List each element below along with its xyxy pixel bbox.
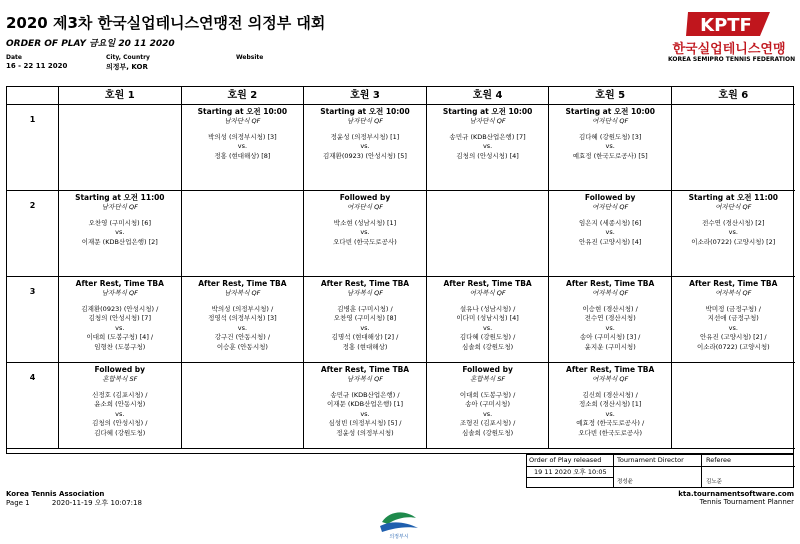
footer-left (6, 490, 142, 508)
court-header: 호원 4 (427, 87, 550, 105)
match-event: 남자단식 QF (224, 117, 261, 125)
footer-timestamp: 2020-11-19 오후 10:07:18 (51, 499, 142, 507)
referee-label: Referee (706, 456, 732, 464)
match-event: 혼합복식 SF (102, 375, 138, 383)
match-event: 남자복식 QF (224, 289, 261, 297)
city-value: 의정부, KOR (106, 63, 148, 71)
player-name: 예효정 (한국도로공사) / (576, 419, 645, 427)
match-time-heading: Starting at 오전 11:00 (688, 193, 779, 202)
match-event: 혼합복식 SF (470, 375, 506, 383)
footer-right (678, 490, 794, 506)
match-cell (427, 363, 550, 449)
referee-name: 김노준 (706, 479, 722, 485)
player-name: 김명석 (현대해상) [2] / (331, 333, 399, 341)
match-time-heading: After Rest, Time TBA (443, 279, 532, 288)
match-event: 남자복식 QF (346, 289, 383, 297)
versus-label: vs. (360, 142, 370, 150)
player-name: 이승훈 (안동시청) (216, 342, 268, 351)
match-cell (304, 105, 427, 191)
player-name: 이재문 (KDB산업은행) [1] (326, 400, 404, 408)
player-name: 송민규 (KDB산업은행) / (330, 390, 400, 399)
player-name: 정영석 (의정부시청) [3] (208, 314, 277, 322)
match-event: 여자단식 QF (592, 203, 629, 211)
player-name: 정소희 (경산시청) [1] (579, 400, 642, 408)
player-name: 오다빈 (한국도로공사) (333, 237, 397, 246)
row-number: 2 (7, 191, 59, 277)
match-time-heading: Starting at 오전 11:00 (75, 193, 165, 202)
player-name: 김청의 (안성시청) / (92, 419, 148, 427)
header-corner (7, 87, 59, 105)
match-time-heading: Starting at 오전 10:00 (320, 107, 410, 116)
player-name: 이소라(0722) (고양시청) [2] (691, 237, 776, 246)
court-header: 호원 2 (182, 87, 305, 105)
federation-name-ko: 한국실업테니스연맹 (672, 42, 786, 57)
match-cell (304, 277, 427, 363)
versus-label: vs. (605, 228, 615, 236)
player-name: 조형진 (김포시청) / (459, 419, 516, 427)
player-name: 전수연 (경산시청) [2] (702, 218, 765, 227)
player-name: 이소라(0722) (고양시청) (696, 342, 770, 351)
match-cell (59, 191, 182, 277)
player-name: 임은지 (세종시청) [6] (579, 218, 642, 227)
city-emblem-text: 의정부시 (389, 534, 409, 540)
player-name: 김청의 (안성시청) [4] (456, 151, 519, 160)
match-cell (304, 191, 427, 277)
order-of-play-grid (6, 86, 794, 454)
match-cell (672, 363, 795, 449)
player-name: 박의성 (의정부시청) [3] (208, 132, 277, 141)
match-cell (549, 105, 672, 191)
match-cell (304, 363, 427, 449)
player-name: 심솔희 (강원도청) (462, 428, 514, 437)
versus-label: vs. (605, 323, 615, 332)
player-name: 신정호 (김포시청) / (92, 390, 148, 399)
player-name: 송민규 (KDB산업은행) [7] (449, 132, 526, 141)
player-name: 박의성 (의정부시청) / (211, 304, 274, 313)
match-cell (672, 191, 795, 277)
match-event: 남자단식 QF (346, 117, 383, 125)
player-name: 지선애 (금정구청) (707, 314, 759, 322)
city-label: City, Country (106, 54, 150, 61)
release-value: 19 11 2020 오후 10:05 (534, 468, 607, 476)
player-name: 이대희 (도봉구청) / (459, 390, 516, 399)
player-name: 이승현 (경산시청) / (582, 304, 638, 313)
player-name: 송아 (구미시청) [3] / (580, 333, 641, 341)
player-name: 설유나 (성남시청) / (459, 304, 516, 313)
kptf-logo (668, 12, 796, 68)
match-event: 남자단식 QF (101, 203, 138, 211)
player-name: 김다혜 (강원도청) / (459, 333, 516, 341)
city-emblem-icon (376, 508, 422, 540)
kptf-logo-mark (686, 12, 772, 36)
match-cell (549, 363, 672, 449)
player-name: 정홍 (현대해상) (342, 342, 388, 351)
row-number: 3 (7, 277, 59, 363)
date-label: Date (6, 54, 22, 61)
match-time-heading: After Rest, Time TBA (320, 279, 410, 288)
federation-name-en: KOREA SEMIPRO TENNIS FEDERATION (668, 56, 796, 63)
match-cell (182, 105, 305, 191)
versus-label: vs. (605, 409, 615, 418)
player-name: 김다혜 (강원도청) [3] (579, 132, 642, 141)
match-cell (182, 363, 305, 449)
match-time-heading: After Rest, Time TBA (566, 279, 655, 288)
match-time-heading: Starting at 오전 10:00 (442, 107, 533, 116)
player-name: 심성빈 (의정부시청) [5] / (328, 419, 402, 427)
player-name: 김재환(0923) (안성시청) [5] (322, 151, 407, 160)
player-name: 정홍 (현대해상) [8] (214, 151, 271, 160)
release-label: Order of Play released (529, 456, 602, 464)
versus-label: vs. (482, 142, 493, 150)
match-time-heading: Followed by (339, 193, 391, 202)
court-header: 호원 6 (672, 87, 795, 105)
player-name: 이대희 (도봉구청) [4] / (86, 333, 154, 341)
player-name: 이재문 (KDB산업은행) [2] (81, 237, 158, 246)
player-name: 윤소희 (안동시청) (94, 400, 146, 408)
player-name: 안유진 (고양시청) [2] / (699, 333, 767, 341)
match-cell (59, 363, 182, 449)
player-name: 김병훈 (구미시청) / (337, 304, 393, 313)
website-label: Website (236, 54, 264, 61)
match-time-heading: After Rest, Time TBA (75, 279, 164, 288)
player-name: 전수연 (경산시청) (584, 314, 636, 322)
match-cell (182, 277, 305, 363)
player-name: 정윤성 (의정부시청) (336, 428, 394, 437)
versus-label: vs. (115, 228, 125, 236)
versus-label: vs. (728, 323, 738, 332)
player-name: 임형찬 (도봉구청) (94, 342, 146, 351)
match-cell (427, 191, 550, 277)
court-header: 호원 5 (549, 87, 672, 105)
player-name: 윤지운 (구미시청) (584, 342, 636, 351)
match-cell (59, 277, 182, 363)
match-time-heading: Starting at 오전 10:00 (565, 107, 655, 116)
match-event: 여자단식 QF (715, 203, 752, 211)
order-of-play-subtitle: ORDER OF PLAY 금요일 20 11 2020 (6, 39, 175, 49)
footer-association: Korea Tennis Association (6, 490, 105, 498)
match-cell (59, 105, 182, 191)
match-cell (672, 277, 795, 363)
match-event: 여자단식 QF (592, 117, 629, 125)
versus-label: vs. (360, 228, 370, 236)
court-header: 호원 3 (304, 87, 427, 105)
footer-product: Tennis Tournament Planner (699, 498, 794, 506)
player-name: 오찬영 (구미시청) [6] (88, 218, 151, 227)
player-name: 김재환(0923) (안성시청) / (81, 304, 159, 313)
player-name: 김다혜 (강원도청) (94, 428, 146, 437)
match-event: 남자단식 QF (469, 117, 506, 125)
player-name: 송아 (구미시청) (465, 400, 510, 408)
player-name: 박미정 (금정구청) / (705, 304, 761, 313)
match-cell (549, 277, 672, 363)
row-number: 4 (7, 363, 59, 449)
player-name: 오다빈 (한국도로공사) (578, 428, 643, 437)
match-cell (672, 105, 795, 191)
match-cell (549, 191, 672, 277)
player-name: 이다미 (성남시청) [4] (456, 314, 519, 322)
player-name: 안유진 (고양시청) [4] (579, 237, 642, 246)
player-name: 박소현 (성남시청) [1] (333, 218, 397, 227)
match-cell (427, 277, 550, 363)
player-name: 오찬영 (구미시청) [8] (333, 314, 397, 322)
match-event: 여자단식 QF (346, 203, 383, 211)
versus-label: vs. (482, 323, 493, 332)
player-name: 예효정 (한국도로공사) [5] (572, 151, 648, 160)
row-number: 1 (7, 105, 59, 191)
match-time-heading: Followed by (94, 365, 146, 374)
match-event: 여자복식 QF (469, 289, 506, 297)
match-time-heading: Starting at 오전 10:00 (197, 107, 288, 116)
date-value: 16 - 22 11 2020 (6, 62, 68, 70)
match-time-heading: Followed by (584, 193, 636, 202)
match-time-heading: After Rest, Time TBA (198, 279, 287, 288)
match-event: 여자복식 QF (715, 289, 752, 297)
match-time-heading: After Rest, Time TBA (320, 365, 410, 374)
player-name: 김청의 (안성시청) [7] (88, 314, 151, 322)
versus-label: vs. (360, 409, 370, 418)
match-event: 남자복식 QF (101, 289, 138, 297)
match-time-heading: After Rest, Time TBA (566, 365, 655, 374)
match-event: 여자복식 QF (592, 289, 629, 297)
match-event: 남자복식 QF (346, 375, 383, 383)
player-name: 심솔희 (강원도청) (462, 342, 514, 351)
match-time-heading: Followed by (462, 365, 513, 374)
page-title: 2020 제3차 한국실업테니스연맹전 의정부 대회 (6, 14, 326, 32)
match-event: 여자복식 QF (592, 375, 629, 383)
versus-label: vs. (605, 142, 615, 150)
director-label: Tournament Director (617, 456, 684, 464)
versus-label: vs. (115, 409, 125, 418)
kptf-logo-text: KPTF (700, 15, 752, 36)
versus-label: vs. (728, 228, 738, 236)
player-name: 강구건 (안동시청) / (214, 333, 271, 341)
footer-page: Page 1 (6, 499, 30, 507)
court-header: 호원 1 (59, 87, 182, 105)
footer-site-link[interactable]: kta.tournamentsoftware.com (678, 490, 794, 498)
player-name: 정윤성 (의정부시청) [1] (330, 132, 400, 141)
match-cell (427, 105, 550, 191)
versus-label: vs. (482, 409, 493, 418)
player-name: 김신희 (경산시청) / (582, 390, 638, 399)
versus-label: vs. (115, 323, 125, 332)
versus-label: vs. (360, 323, 370, 332)
versus-label: vs. (237, 142, 248, 150)
director-name: 정성윤 (617, 479, 633, 485)
match-cell (182, 191, 305, 277)
match-time-heading: After Rest, Time TBA (689, 279, 778, 288)
versus-label: vs. (237, 323, 248, 332)
